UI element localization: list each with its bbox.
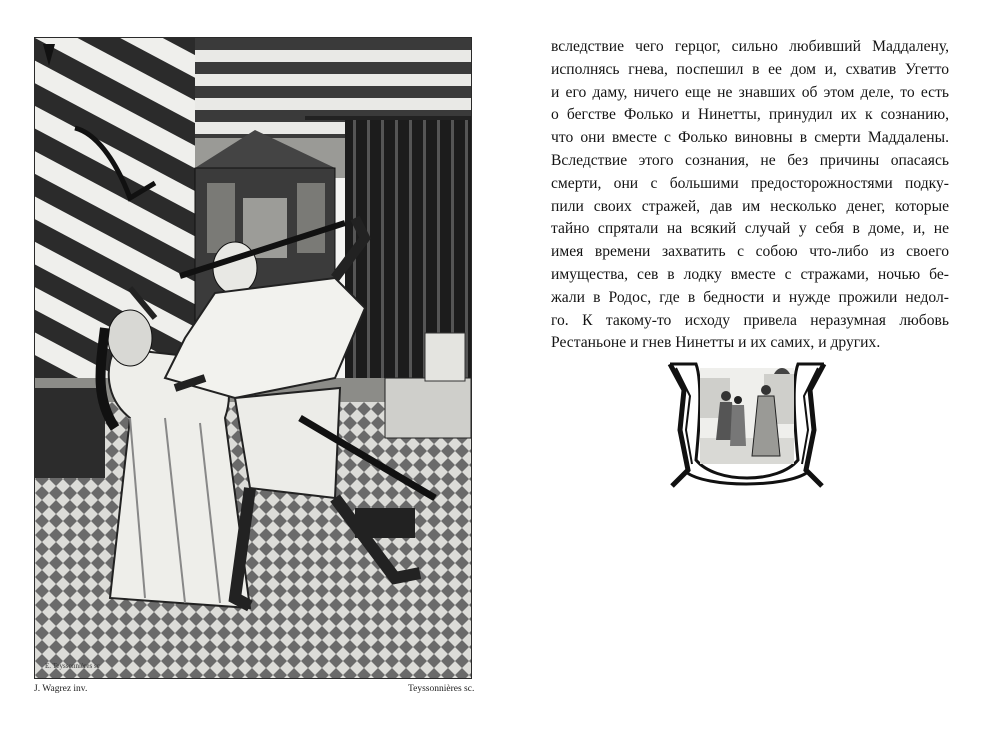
- tailpiece-illustration: [666, 360, 828, 492]
- text-line: го. К такому-то исходу привела неразумная любовь: [551, 311, 949, 329]
- text-line: смерти, они с большими предосторожностями подку-: [551, 174, 949, 192]
- text-line: пили своих стражей, дав им несколько денег, которые: [551, 197, 949, 215]
- text-line: имея времени захватить с собою что-либо из своего: [551, 243, 949, 261]
- text-line: что они вместе с Фолько виновны в смерти Маддалены.: [551, 129, 949, 147]
- body-text: [551, 36, 949, 355]
- artist-credit: J. Wagrez inv.: [34, 684, 88, 694]
- text-line: имущества, сев в лодку вместе с стражами, ночью бе-: [551, 265, 949, 283]
- text-line: и его даму, ничего еще не знавших об этом деле, то есть: [551, 83, 949, 101]
- text-line: жали в Родос, где в бедности и нужде прожили недол-: [551, 288, 949, 306]
- engraver-credit: Teyssonnières sc.: [408, 684, 475, 694]
- tailpiece-vignette: [666, 360, 828, 492]
- text-line: исполнясь гнева, поспешил в ее дом и, схватив Угетто: [551, 60, 949, 78]
- text-line: вследствие чего герцог, сильно любивший Маддалену,: [551, 38, 949, 55]
- engraving-illustration: [35, 38, 471, 678]
- text-line: Вследствие этого сознания, не без причины опасаясь: [551, 151, 949, 169]
- plate-signature: E. Teyssonnières sc: [45, 662, 100, 670]
- text-line: о бегстве Фолько и Нинетты, принудил их к сознанию,: [551, 106, 949, 124]
- text-line: Рестаньоне и гнев Нинетты и их самих, и других.: [551, 334, 881, 352]
- engraving-plate: [34, 37, 472, 679]
- text-line: тайно спрятали на всякий случай у себя в доме, и, не: [551, 220, 949, 238]
